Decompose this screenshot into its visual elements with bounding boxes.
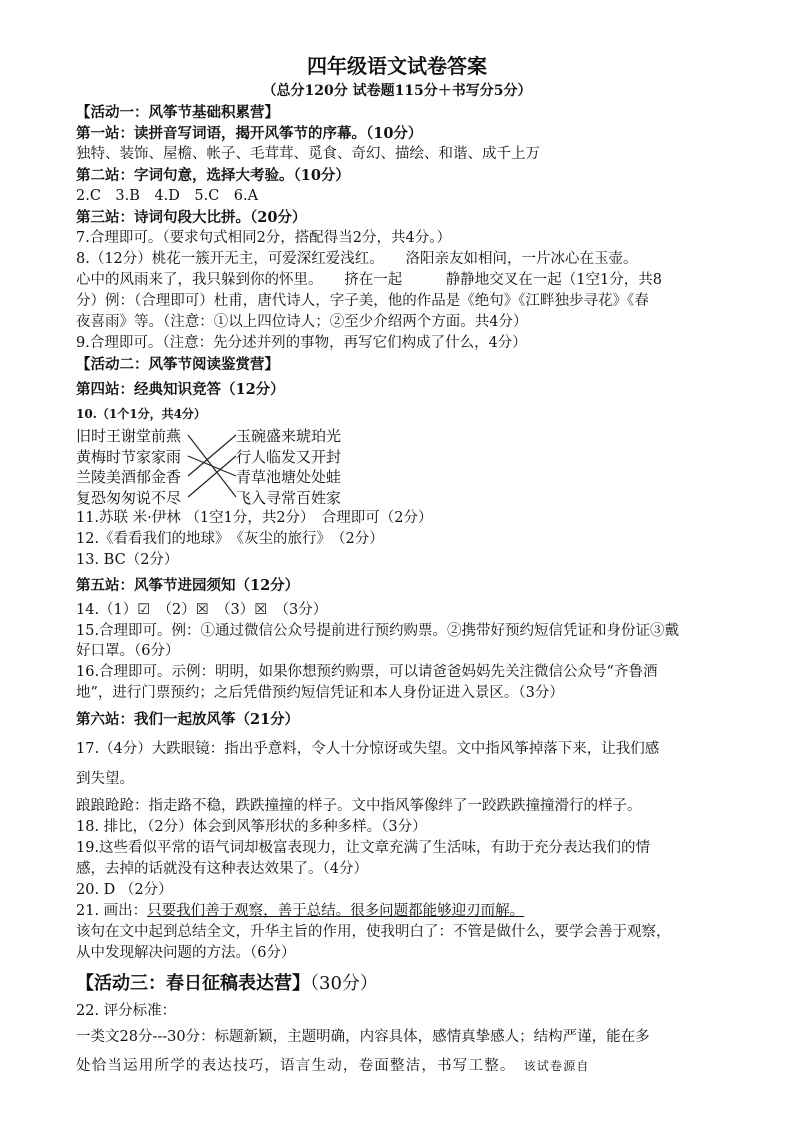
source-note: 该试卷源自 [523, 1059, 590, 1073]
station-three-heading: 第三站：诗词句段大比拼。（20分） [76, 209, 307, 226]
station-six-heading: 第六站：我们一起放风筝（21分） [76, 711, 300, 728]
question-8-line-3: 分）例：（合理即可）杜甫，唐代诗人，字子美，他的作品是《绝句》《江畔独步寻花》《春 [76, 293, 649, 309]
question-21-underlined-sentence: 只要我们善于观察，善于总结。很多问题都能够迎刃而解。 [147, 903, 525, 919]
question-17-line-3: 踉踉跄跄：指走路不稳，跌跌撞撞的样子。文中指风筝像绊了一跤跌跌撞撞滑行的样子。 [76, 798, 642, 814]
question-19-line-2: 感，去掉的话就没有这种表达效果了。（4分） [76, 861, 368, 877]
matching-line [188, 456, 236, 476]
question-11-answer: 11.苏联 米·伊林 （1空1分，共2分） 合理即可（2分） [76, 510, 433, 526]
activity-three-score: （30分） [310, 973, 378, 994]
question-22-line-2 [76, 1058, 590, 1075]
match-left-item: 旧时王谢堂前燕 [76, 427, 182, 445]
station-two-heading: 第二站：字词句意，选择大考验。（10分） [76, 167, 350, 184]
match-left-item: 复恐匆匆说不尽 [76, 489, 182, 507]
page-title: 四年级语文试卷答案 [307, 54, 487, 78]
question-22-criteria: 处恰当运用所学的表达技巧，语言生动，卷面整洁，书写工整。 [76, 1058, 516, 1074]
question-15-line-2: 好口罩。（6分） [76, 643, 180, 659]
activity-three-title: 【活动三：春日征稿表达营】 [76, 973, 310, 994]
question-8-line-1: 8.（12分）桃花一簇开无主，可爱深红爱浅红。 洛阳亲友如相问，一片冰心在玉壶。 [76, 251, 638, 267]
question-8-line-4: 夜喜雨》等。（注意：①以上四位诗人；②至少介绍两个方面。共4分） [76, 314, 528, 330]
station-five-heading: 第五站：风筝节进园须知（12分） [76, 577, 300, 594]
question-19-line-1: 19.这些看似平常的语气词却极富表现力，让文章充满了生活味，有助于充分表达我们的情 [76, 840, 651, 856]
question-22-heading: 22. 评分标准： [76, 1003, 177, 1019]
activity-one-heading: 【活动一：风筝节基础积累营】 [76, 104, 279, 121]
activity-three-heading [76, 973, 378, 995]
station-one-answer: 独特、装饰、屋檐、帐子、毛茸茸、觅食、奇幻、描绘、和谐、成千上万 [76, 146, 540, 162]
question-17-line-1: 17.（4分）大跌眼镜：指出乎意料，令人十分惊讶或失望。文中指风筝掉落下来，让我们感 [76, 741, 660, 757]
matching-line [188, 435, 236, 476]
question-22-line-1: 一类文28分---30分：标题新颖，主题明确，内容具体，感情真挚感人；结构严谨，能在多 [76, 1029, 650, 1045]
question-16-line-2: 地”，进行门票预约；之后凭借预约短信凭证和本人身份证进入景区。（3分） [76, 685, 564, 701]
question-21-line-2: 该句在文中起到总结全文，升华主旨的作用，使我明白了：不管是做什么，要学会善于观察， [76, 924, 671, 940]
question-15-line-1: 15.合理即可。例：①通过微信公众号提前进行预约购票。②携带好预约短信凭证和身份证③戴 [76, 623, 680, 639]
station-two-answer: 2.C 3.B 4.D 5.C 6.A [76, 188, 259, 204]
question-9-answer: 9.合理即可。（注意：先分述并列的事物，再写它们构成了什么，4分） [76, 335, 527, 351]
question-12-answer: 12.《看看我们的地球》 《灰尘的旅行》 （2分） [76, 531, 384, 547]
question-7-answer: 7.合理即可。（要求句式相同2分，搭配得当2分，共4分。） [76, 230, 452, 246]
score-summary: （总分120分 试卷题115分＋书写分5分） [262, 83, 532, 99]
activity-two-heading: 【活动二：风筝节阅读鉴赏营】 [76, 356, 279, 373]
question-18-answer: 18. 排比，（2分）体会到风筝形状的多种多样。（3分） [76, 819, 427, 835]
question-21-line-1 [76, 903, 524, 920]
question-20-answer: 20. D （2分） [76, 882, 173, 898]
question-13-answer: 13. BC（2分） [76, 552, 179, 568]
station-four-heading: 第四站：经典知识竞答（12分） [76, 381, 285, 398]
match-right-item: 行人临发又开封 [236, 448, 342, 466]
match-right-item: 玉碗盛来琥珀光 [236, 427, 342, 445]
question-8-line-2: 心中的风雨来了，我只躲到你的怀里。 挤在一起 静静地交叉在一起（1空1分，共8 [76, 272, 662, 288]
match-right-item: 飞入寻常百姓家 [236, 489, 342, 507]
match-left-item: 兰陵美酒郁金香 [76, 468, 182, 486]
station-one-heading: 第一站：读拼音写词语，揭开风筝节的序幕。（10分） [76, 125, 423, 142]
matching-line [188, 456, 236, 497]
question-10-heading: 10.（1个1分，共4分） [76, 407, 206, 421]
question-16-line-1: 16.合理即可。示例：明明，如果你想预约购票，可以请爸爸妈妈先关注微信公众号“齐鲁酒 [76, 664, 658, 680]
question-21-prefix: 21. 画出： [76, 903, 148, 919]
match-left-item: 黄梅时节家家雨 [76, 448, 182, 466]
question-21-line-3: 从中发现解决问题的方法。（6分） [76, 945, 296, 961]
match-right-item: 青草池塘处处蛙 [236, 468, 342, 486]
question-14-answer: 14.（1）☑ （2）☒ （3）☒ （3分） [76, 602, 328, 618]
question-17-line-2: 到失望。 [76, 771, 134, 787]
